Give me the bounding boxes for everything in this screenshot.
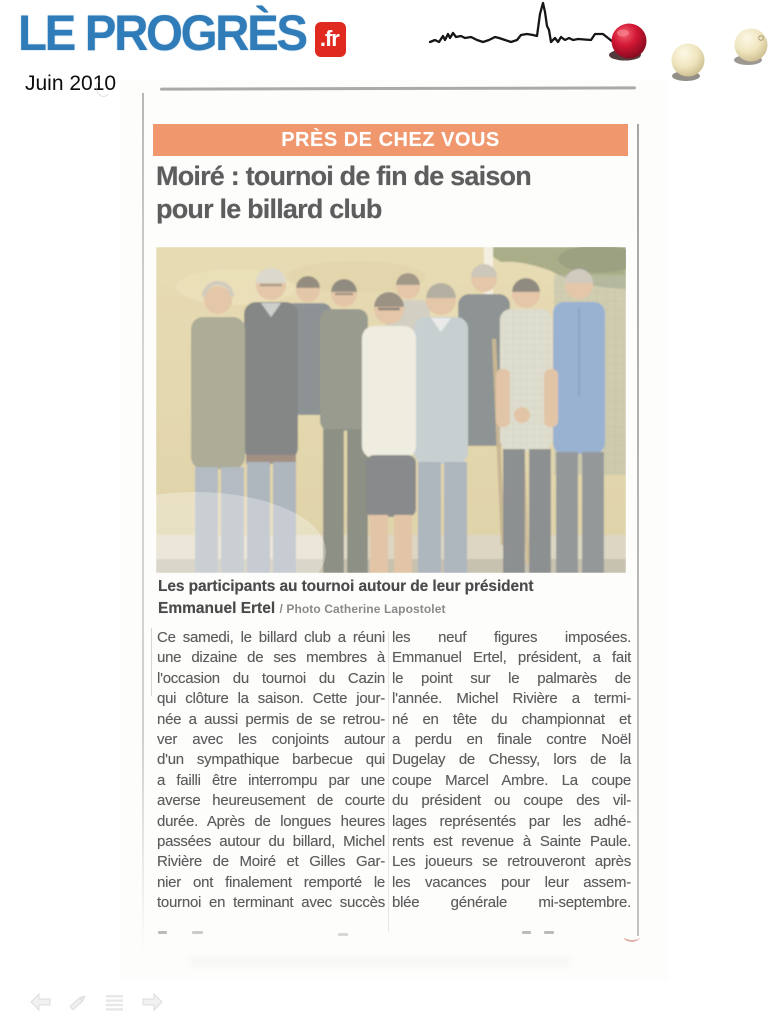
- scan-dash: [338, 933, 348, 936]
- photo-caption: [158, 575, 633, 620]
- scan-dash: [522, 931, 531, 934]
- red-ball-highlight: [617, 30, 629, 37]
- text-line: Ce samedi, le billard club a réuni: [157, 629, 385, 646]
- text-line: durée. Après de longues heures: [157, 812, 385, 830]
- text-line: coupe Marcel Ambre. La coupe: [392, 771, 631, 789]
- text-line: l'année. Michel Rivière a termi-: [392, 690, 631, 708]
- masthead: [18, 5, 346, 61]
- scan-bleedthrough-smudge: [190, 956, 570, 968]
- text-line: passées autour du billard, Michel: [157, 833, 385, 851]
- text-line: Moiré : tournoi de fin de saison: [156, 161, 531, 191]
- skyline-line-art: [430, 3, 613, 42]
- cream-billiard-ball-2: [735, 29, 768, 62]
- text-line: le point sur le palmarès de: [392, 669, 631, 687]
- caption-name: Emmanuel Ertel: [158, 600, 276, 617]
- photo-credit: / Photo Catherine Lapostolet: [279, 602, 446, 616]
- text-line: né en tête du championnat et: [392, 710, 631, 728]
- text-line: du président ou coupe des vil-: [392, 792, 631, 810]
- text-line: lages représentés par les adhé-: [392, 812, 631, 830]
- newspaper-clipping: [120, 80, 668, 980]
- next-arrow-icon[interactable]: [139, 991, 165, 1013]
- text-line: a perdu en finale contre Noël: [392, 731, 631, 749]
- article-headline: [156, 160, 636, 226]
- text-line: tournoi en terminant avec succès: [157, 894, 385, 912]
- group-photo-illustration: [156, 247, 626, 573]
- text-line: Dugelay de Chessy, lors de la: [392, 751, 631, 769]
- scan-left-edge-line: [142, 93, 144, 955]
- section-banner: PRÈS DE CHEZ VOUS: [153, 124, 628, 156]
- menu-lines-icon[interactable]: [102, 991, 128, 1013]
- text-line: l'occasion du tournoi du Cazin: [157, 669, 385, 687]
- scan-column-mark: [151, 628, 152, 696]
- logo-fr-badge: .fr: [315, 22, 346, 57]
- article-photo: [156, 247, 626, 573]
- text-line: d'un sympathique barbecue qui: [157, 751, 385, 769]
- scan-artifact-hook: [624, 931, 641, 943]
- text-line: les neuf figures imposées.: [392, 629, 631, 646]
- text-line: ver avec les conjoints autour: [157, 731, 385, 749]
- slideshow-controls: [28, 991, 165, 1013]
- column-divider: [388, 632, 389, 932]
- scan-dash: [192, 931, 203, 934]
- caption-line1: Les participants au tournoi autour de leur président: [158, 578, 534, 595]
- scan-right-edge-line: [637, 124, 639, 936]
- text-line: née a aussi permis de se retrou-: [157, 710, 385, 728]
- previous-arrow-icon[interactable]: [28, 991, 54, 1013]
- text-line: Rivière de Moiré et Gilles Gar-: [157, 853, 385, 871]
- text-line: les vacances pour leur assem-: [392, 873, 631, 891]
- text-line: qui clôture la saison. Cette jour-: [157, 690, 385, 708]
- scan-top-edge-line: [160, 86, 636, 90]
- date-label: Juin 2010: [25, 72, 117, 95]
- text-line: rents est revenue à Sainte Paule.: [392, 833, 631, 851]
- text-line: averse heureusement de courte: [157, 792, 385, 810]
- scan-artifact-arc: [96, 78, 111, 97]
- text-line: nier ont finalement remporté le: [157, 873, 385, 891]
- article-column-left: [157, 628, 385, 914]
- pencil-icon[interactable]: [65, 991, 91, 1013]
- scan-dash: [158, 931, 167, 934]
- caption-line2: [158, 598, 633, 620]
- text-line: Emmanuel Ertel, président, a fait: [392, 649, 631, 667]
- text-line: a failli être interrompu par une: [157, 771, 385, 789]
- newspaper-logo[interactable]: LE PROGRÈS: [18, 5, 306, 61]
- article-column-right: [392, 628, 631, 914]
- text-line: Les joueurs se retrouveront après: [392, 853, 631, 871]
- red-billiard-ball: [612, 24, 647, 59]
- scan-dash: [544, 931, 554, 934]
- text-line: blée générale mi-septembre.: [392, 894, 631, 912]
- text-line: une dizaine de ses membres à: [157, 649, 385, 667]
- text-line: pour le billard club: [156, 194, 382, 224]
- cream-billiard-ball-1: [672, 44, 705, 77]
